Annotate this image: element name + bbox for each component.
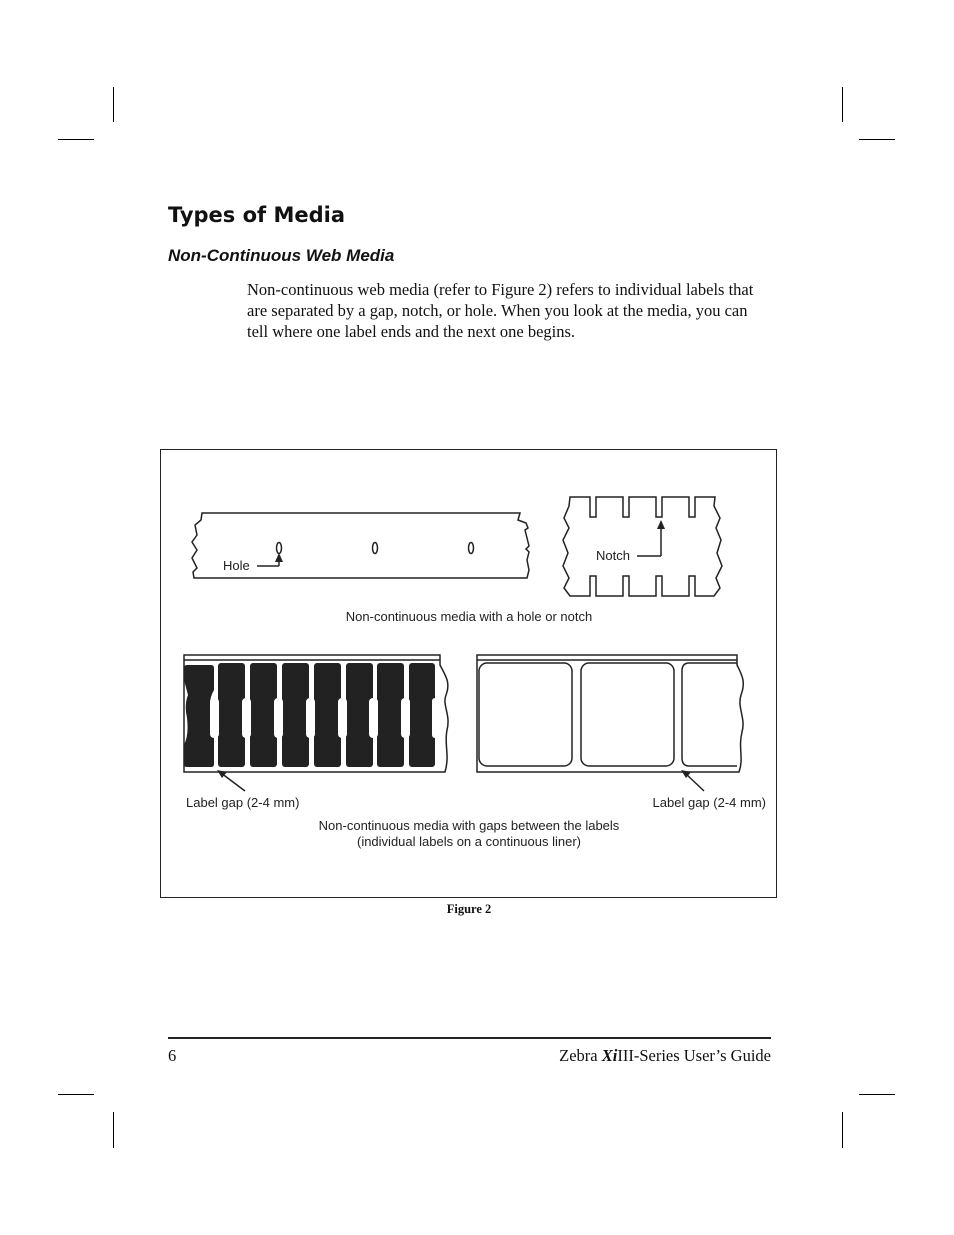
section-title: Types of Media <box>168 203 346 227</box>
notch-label: Notch <box>596 548 630 563</box>
footer-guide-title <box>559 1046 771 1066</box>
crop-mark <box>113 87 114 122</box>
body-paragraph: Non-continuous web media (refer to Figure 2) refers to individual labels that are separated by a gap, notch, or hole. When you look at the media, you can tell where one label ends and the next one begins. <box>247 280 754 341</box>
hole-marker <box>277 543 282 554</box>
crop-mark <box>58 1094 94 1095</box>
gap-media-caption-line1: Non-continuous media with gaps between the labels <box>318 818 620 833</box>
crop-mark <box>859 139 895 140</box>
page-number: 6 <box>168 1046 177 1065</box>
crop-mark <box>842 1112 843 1148</box>
figure-frame <box>160 449 777 898</box>
hole-marker <box>373 543 378 554</box>
crop-mark <box>113 1112 114 1148</box>
liner-strip-right <box>477 655 743 772</box>
footer-title-prefix: Zebra <box>559 1046 602 1065</box>
footer-title-italic: Xi <box>601 1046 618 1065</box>
figure-caption: Figure 2 <box>446 902 492 916</box>
crop-mark <box>842 87 843 122</box>
footer-title-suffix: III-Series User’s Guide <box>617 1046 771 1065</box>
media-diagram <box>161 450 776 897</box>
label-rect <box>581 663 674 766</box>
subsection-title: Non-Continuous Web Media <box>168 246 395 265</box>
label-rect <box>682 663 737 766</box>
hole-marker <box>469 543 474 554</box>
crop-mark <box>58 139 94 140</box>
notch-media-strip <box>563 497 722 596</box>
hole-label: Hole <box>223 558 250 573</box>
crop-mark <box>859 1094 895 1095</box>
label-gap-left: Label gap (2-4 mm) <box>186 795 300 810</box>
label-rect <box>479 663 572 766</box>
label-gap-right: Label gap (2-4 mm) <box>652 795 766 810</box>
gap-media-caption-line2: (individual labels on a continuous liner) <box>356 834 582 849</box>
footer-rule <box>168 1037 771 1039</box>
hole-notch-caption: Non-continuous media with a hole or notch <box>345 609 593 624</box>
